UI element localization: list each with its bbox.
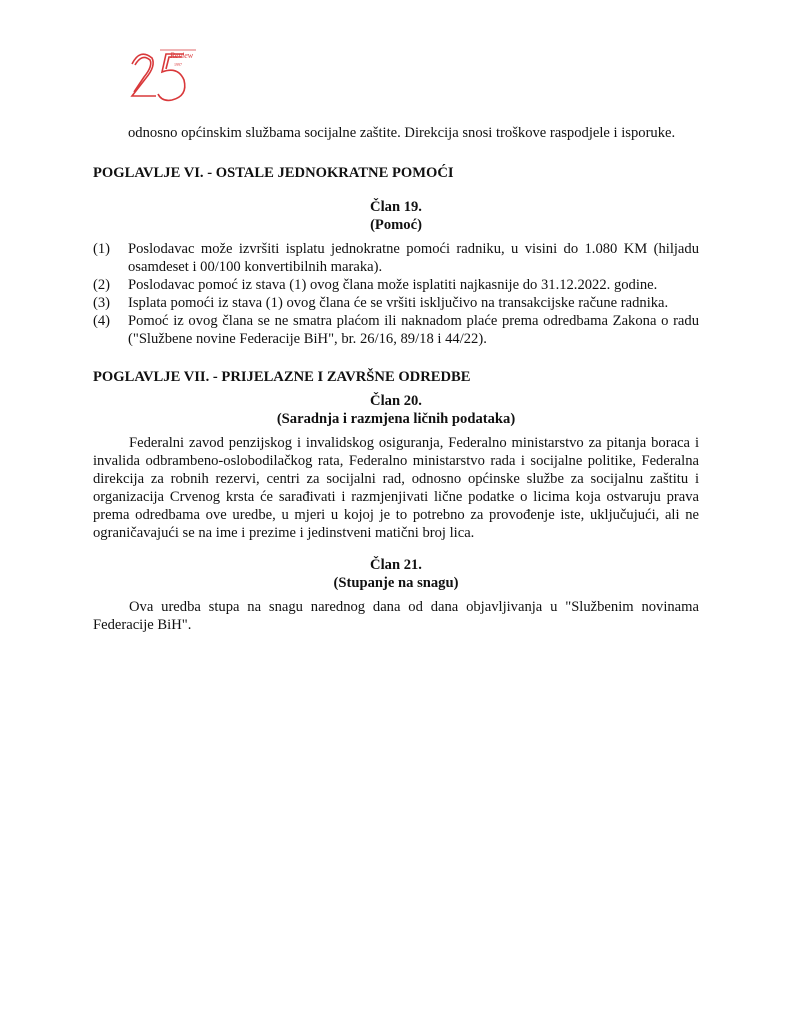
list-item [93, 312, 699, 348]
list-item-text: Poslodavac pomoć iz stava (1) ovog člana može isplatiti najkasnije do 31.12.2022. godine. [128, 277, 658, 293]
article-21-heading: Član 21. [370, 557, 422, 573]
list-item-text: Poslodavac može izvršiti isplatu jednokratne pomoći radniku, u visini do 1.080 KM (hiljadu osamdeset i 00/100 konvertibilnih maraka). [128, 241, 699, 275]
logo-graphic [126, 44, 202, 110]
chapter-7-title: POGLAVLJE VII. - PRIJELAZNE I ZAVRŠNE ODREDBE [93, 369, 471, 385]
document-body [93, 124, 699, 634]
chapter-6-title: POGLAVLJE VI. - OSTALE JEDNOKRATNE POMOĆI [93, 165, 454, 181]
list-item-number: (2) [93, 277, 111, 293]
list-item-number: (4) [93, 313, 111, 329]
anniversary-25-logo-icon [126, 44, 202, 110]
article-21-body: Ova uredba stupa na snagu narednog dana od dana objavljivanja u "Službenim novinama Federacije BiH". [93, 599, 699, 633]
list-item [93, 240, 699, 276]
article-20-heading: Član 20. [370, 393, 422, 409]
article-21-subtitle: (Stupanje na snagu) [333, 575, 459, 591]
article-20-body: Federalni zavod penzijskog i invalidskog osiguranja, Federalno ministarstvo za pitanja boraca i invalida odbrambeno-oslobodilačkog rata, Federalno ministarstvo rada i socijalne politike, Federalna direkcija za robnih rezervi, centri za socijalni rad, odnosno općinske službe za socijalnu zaštitu i organizacija Crvenog krsta će sarađivati i razmjenjivati lične podatke o licima koja ostvaruju prava prema odredbama ove uredbe, u mjeri u kojoj je to potrebno za provođenje iste, uključujući, ali ne ograničavajući se na ime i prezime i jedinstveni matični broj lica. [93, 435, 699, 541]
list-item-number: (3) [93, 295, 111, 311]
list-item [93, 276, 699, 294]
list-item [93, 294, 699, 312]
article-20-subtitle: (Saradnja i razmjena ličnih podataka) [276, 411, 516, 427]
list-item-text: Isplata pomoći iz stava (1) ovog člana će se vršiti isključivo na transakcijske račune radnika. [128, 295, 669, 311]
list-item-number: (1) [93, 241, 111, 257]
logo-script-text: Review [170, 51, 194, 60]
article-19-heading: Član 19. [370, 199, 422, 215]
list-item-text: Pomoć iz ovog člana se ne smatra plaćom ili naknadom plaće prema odredbama Zakona o radu ("Službene novine Federacije BiH", br. 26/16, 89/18 i 44/22). [128, 313, 699, 347]
logo-year-text: 1997 [174, 62, 182, 67]
article-19-list [93, 240, 699, 348]
intro-paragraph: odnosno općinskim službama socijalne zaštite. Direkcija snosi troškove raspodjele i isporuke. [128, 125, 676, 141]
article-19-subtitle: (Pomoć) [370, 217, 422, 233]
